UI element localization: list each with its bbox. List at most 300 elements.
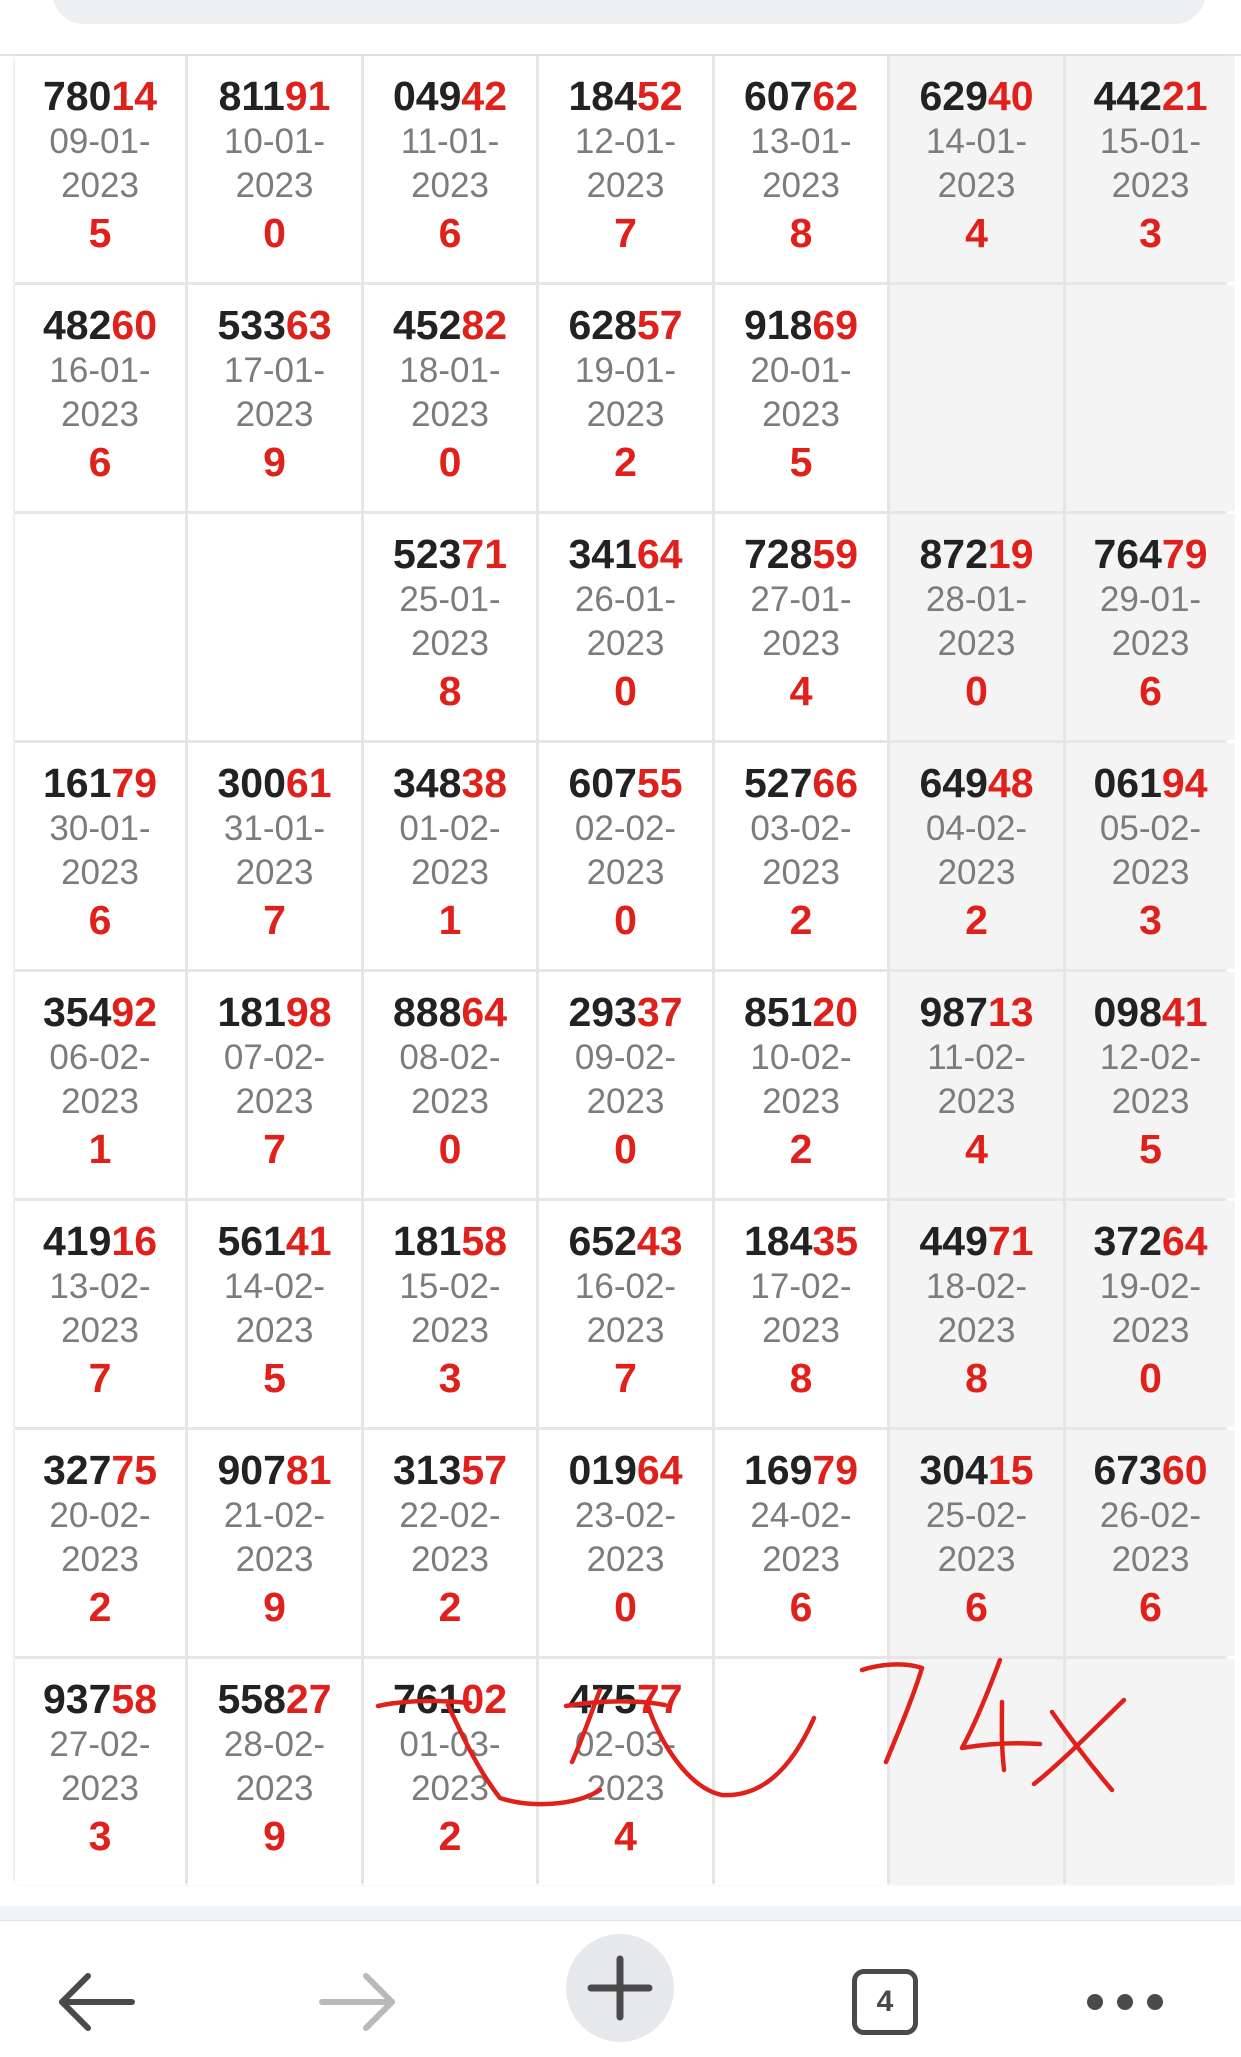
number-head: 161: [42, 760, 112, 806]
number-tail: 69: [812, 302, 859, 348]
number-head: 313: [392, 1447, 462, 1493]
result-digit: 2: [438, 1584, 462, 1630]
result-cell: [15, 1430, 185, 1656]
back-button[interactable]: [42, 1947, 152, 2057]
result-number: [744, 759, 858, 807]
result-number: [43, 72, 157, 120]
number-head: 649: [919, 760, 988, 806]
date-year: 2023: [411, 1540, 489, 1579]
date-day-month: 28-01-: [925, 580, 1028, 619]
result-number: [393, 72, 507, 120]
number-head: 419: [42, 1218, 112, 1264]
number-tail: 64: [1161, 1218, 1208, 1264]
result-digit: 7: [614, 210, 637, 256]
date-year: 2023: [937, 624, 1016, 663]
result-number: [43, 1446, 157, 1494]
result-number: [393, 1217, 507, 1265]
number-tail: 15: [987, 1447, 1034, 1493]
date-day-month: 07-02-: [223, 1038, 326, 1077]
number-head: 019: [568, 1447, 637, 1493]
result-cell: [15, 56, 185, 282]
result-number: [744, 72, 858, 120]
date-year: 2023: [937, 853, 1016, 892]
number-tail: 19: [987, 531, 1034, 577]
number-head: 169: [743, 1447, 813, 1493]
result-cell: [890, 514, 1063, 740]
result-digit: 0: [965, 668, 988, 714]
tabs-button[interactable]: [830, 1947, 940, 2057]
result-cell: [890, 743, 1063, 969]
number-head: 348: [392, 760, 462, 806]
result-number: [568, 72, 682, 120]
result-digit: 1: [88, 1126, 112, 1172]
date-year: 2023: [61, 1540, 139, 1579]
empty-cell: [890, 285, 1063, 511]
number-tail: 38: [461, 760, 508, 806]
result-digit: 6: [789, 1584, 813, 1630]
result-number: [919, 759, 1033, 807]
date-year: 2023: [61, 1082, 139, 1121]
number-tail: 02: [461, 1676, 508, 1722]
number-tail: 20: [812, 989, 859, 1035]
result-digit: 0: [614, 668, 637, 714]
date-day-month: 18-02-: [925, 1267, 1028, 1306]
date-year: 2023: [762, 395, 840, 434]
result-digit: 2: [88, 1584, 112, 1630]
date-year: 2023: [235, 1311, 314, 1350]
result-digit: 4: [965, 1126, 988, 1172]
result-number: [43, 988, 157, 1036]
result-digit: 4: [789, 668, 813, 714]
date-year: 2023: [586, 1540, 665, 1579]
result-number: [43, 301, 157, 349]
result-digit: 3: [88, 1813, 112, 1859]
result-cell: [1066, 743, 1235, 969]
date-day-month: 05-02-: [1099, 809, 1202, 848]
number-tail: 66: [812, 760, 859, 806]
number-tail: 81: [285, 1447, 332, 1493]
result-number: [744, 1217, 858, 1265]
result-digit: 0: [614, 1584, 637, 1630]
number-tail: 71: [987, 1218, 1034, 1264]
result-number: [217, 1446, 331, 1494]
result-number: [568, 988, 682, 1036]
number-tail: 79: [812, 1447, 859, 1493]
number-tail: 27: [285, 1676, 332, 1722]
date-year: 2023: [235, 1769, 314, 1808]
number-head: 607: [743, 73, 813, 119]
result-number: [393, 1675, 507, 1723]
number-head: 918: [743, 302, 813, 348]
number-head: 372: [1093, 1218, 1162, 1264]
address-bar[interactable]: [52, 0, 1206, 24]
date-day-month: 17-02-: [750, 1267, 852, 1306]
date-day-month: 12-01-: [574, 122, 677, 161]
date-year: 2023: [411, 853, 489, 892]
result-digit: 4: [965, 210, 988, 256]
number-tail: 48: [987, 760, 1034, 806]
result-cell: [188, 1430, 361, 1656]
date-day-month: 30-01-: [49, 809, 151, 848]
result-cell: [890, 972, 1063, 1198]
result-digit: 0: [263, 210, 286, 256]
number-head: 452: [392, 302, 462, 348]
date-year: 2023: [235, 1082, 314, 1121]
date-year: 2023: [235, 1540, 314, 1579]
result-cell: [539, 1659, 712, 1885]
result-number: [217, 1217, 331, 1265]
number-tail: 58: [111, 1676, 158, 1722]
result-number: [744, 1446, 858, 1494]
result-number: [393, 1446, 507, 1494]
date-year: 2023: [937, 1540, 1016, 1579]
date-day-month: 06-02-: [49, 1038, 151, 1077]
result-digit: 6: [438, 210, 462, 256]
number-tail: 14: [111, 73, 158, 119]
date-year: 2023: [937, 166, 1016, 205]
number-tail: 64: [636, 531, 683, 577]
number-tail: 92: [111, 989, 158, 1035]
result-cell: [890, 1430, 1063, 1656]
result-cell: [15, 1659, 185, 1885]
date-year: 2023: [61, 1311, 139, 1350]
number-head: 098: [1093, 989, 1162, 1035]
result-cell: [188, 1659, 361, 1885]
date-year: 2023: [586, 624, 665, 663]
date-day-month: 11-02-: [927, 1038, 1026, 1077]
empty-cell: [1066, 285, 1235, 511]
result-digit: 9: [263, 1813, 286, 1859]
number-head: 482: [42, 302, 112, 348]
number-tail: 94: [1161, 760, 1208, 806]
result-digit: 1: [438, 897, 462, 943]
date-day-month: 12-02-: [1099, 1038, 1202, 1077]
result-digit: 2: [965, 897, 988, 943]
date-day-month: 11-01-: [400, 122, 500, 161]
result-cell: [539, 514, 712, 740]
result-number: [43, 1675, 157, 1723]
date-day-month: 29-01-: [1099, 580, 1202, 619]
result-number: [1093, 759, 1207, 807]
date-day-month: 27-02-: [49, 1725, 151, 1764]
result-cell: [364, 285, 536, 511]
result-digit: 8: [438, 668, 462, 714]
empty-cell: [1066, 1659, 1235, 1885]
number-tail: 79: [111, 760, 158, 806]
result-cell: [715, 972, 887, 1198]
date-day-month: 01-03-: [399, 1725, 501, 1764]
date-day-month: 31-01-: [223, 809, 326, 848]
date-day-month: 27-01-: [750, 580, 852, 619]
date-day-month: 09-02-: [574, 1038, 677, 1077]
empty-cell: [15, 514, 185, 740]
result-cell: [364, 1659, 536, 1885]
result-digit: 5: [789, 439, 813, 485]
result-cell: [1066, 56, 1235, 282]
result-cell: [539, 972, 712, 1198]
number-head: 628: [568, 302, 637, 348]
date-day-month: 14-02-: [223, 1267, 326, 1306]
result-cell: [364, 56, 536, 282]
date-day-month: 13-02-: [49, 1267, 151, 1306]
date-year: 2023: [586, 395, 665, 434]
result-cell: [15, 972, 185, 1198]
date-day-month: 17-01-: [223, 351, 326, 390]
result-cell: [1066, 1430, 1235, 1656]
result-cell: [715, 514, 887, 740]
result-digit: 2: [438, 1813, 462, 1859]
date-year: 2023: [762, 166, 840, 205]
number-head: 872: [919, 531, 988, 577]
more-menu-button[interactable]: [1070, 1947, 1180, 2057]
date-year: 2023: [235, 853, 314, 892]
number-head: 937: [42, 1676, 112, 1722]
result-digit: 0: [614, 1126, 637, 1172]
number-tail: 63: [285, 302, 332, 348]
result-digit: 5: [88, 210, 112, 256]
result-cell: [1066, 1201, 1235, 1427]
result-cell: [188, 972, 361, 1198]
date-day-month: 02-02-: [574, 809, 677, 848]
result-digit: 0: [614, 897, 637, 943]
date-year: 2023: [586, 1311, 665, 1350]
date-day-month: 02-03-: [574, 1725, 677, 1764]
number-head: 341: [568, 531, 637, 577]
result-number: [217, 1675, 331, 1723]
number-tail: 60: [111, 302, 158, 348]
date-year: 2023: [235, 166, 314, 205]
date-year: 2023: [1111, 166, 1190, 205]
result-cell: [715, 1430, 887, 1656]
result-number: [568, 1446, 682, 1494]
number-head: 184: [743, 1218, 813, 1264]
number-head: 780: [42, 73, 112, 119]
number-tail: 59: [812, 531, 859, 577]
result-cell: [15, 743, 185, 969]
date-day-month: 19-01-: [574, 351, 677, 390]
date-year: 2023: [411, 1311, 489, 1350]
date-year: 2023: [762, 853, 840, 892]
number-tail: 91: [284, 73, 331, 119]
date-year: 2023: [586, 853, 665, 892]
result-cell: [15, 1201, 185, 1427]
date-day-month: 13-01-: [750, 122, 852, 161]
number-head: 442: [1093, 73, 1162, 119]
arrow-left-icon: [52, 1967, 142, 2037]
date-day-month: 16-02-: [574, 1267, 677, 1306]
date-day-month: 01-02-: [399, 809, 501, 848]
result-cell: [715, 56, 887, 282]
number-tail: 71: [461, 531, 508, 577]
result-number: [43, 759, 157, 807]
browser-top-bar: [0, 0, 1241, 56]
result-number: [568, 1217, 682, 1265]
result-digit: 3: [1139, 897, 1162, 943]
result-number: [919, 1446, 1033, 1494]
result-number: [568, 1675, 682, 1723]
date-year: 2023: [235, 395, 314, 434]
number-head: 652: [568, 1218, 637, 1264]
plus-icon: [585, 1953, 655, 2023]
number-head: 527: [743, 760, 813, 806]
number-tail: 64: [636, 1447, 683, 1493]
date-day-month: 14-01-: [925, 122, 1028, 161]
number-tail: 57: [461, 1447, 508, 1493]
date-year: 2023: [762, 624, 840, 663]
result-cell: [188, 285, 361, 511]
empty-cell: [715, 1659, 887, 1885]
number-tail: 55: [636, 760, 683, 806]
result-digit: 2: [789, 1126, 813, 1172]
result-digit: 7: [263, 1126, 286, 1172]
result-cell: [539, 285, 712, 511]
result-number: [568, 301, 682, 349]
date-year: 2023: [762, 1540, 840, 1579]
number-tail: 41: [1161, 989, 1208, 1035]
result-digit: 8: [789, 1355, 813, 1401]
result-number: [393, 759, 507, 807]
date-day-month: 20-01-: [750, 351, 852, 390]
date-year: 2023: [762, 1082, 840, 1121]
number-head: 181: [217, 989, 286, 1035]
result-digit: 0: [1139, 1355, 1162, 1401]
number-tail: 82: [461, 302, 508, 348]
date-year: 2023: [411, 624, 489, 663]
result-digit: 0: [438, 439, 462, 485]
number-head: 607: [568, 760, 637, 806]
result-number: [744, 530, 858, 578]
result-cell: [1066, 514, 1235, 740]
number-tail: 62: [812, 73, 859, 119]
number-head: 354: [42, 989, 112, 1035]
result-number: [219, 72, 331, 120]
result-digit: 5: [1139, 1126, 1162, 1172]
number-tail: 57: [636, 302, 683, 348]
number-tail: 41: [285, 1218, 332, 1264]
number-tail: 37: [636, 989, 683, 1035]
date-day-month: 24-02-: [750, 1496, 852, 1535]
result-cell: [15, 285, 185, 511]
number-head: 558: [217, 1676, 286, 1722]
date-year: 2023: [61, 395, 139, 434]
result-cell: [539, 56, 712, 282]
date-year: 2023: [1111, 1540, 1190, 1579]
number-head: 728: [743, 531, 813, 577]
result-cell: [364, 743, 536, 969]
number-head: 449: [919, 1218, 988, 1264]
number-head: 629: [919, 73, 988, 119]
number-head: 181: [392, 1218, 462, 1264]
empty-cell: [890, 1659, 1063, 1885]
result-digit: 7: [614, 1355, 637, 1401]
date-day-month: 28-02-: [223, 1725, 326, 1764]
number-head: 300: [217, 760, 286, 806]
number-tail: 58: [461, 1218, 508, 1264]
result-number: [217, 759, 331, 807]
new-tab-circle: [566, 1934, 674, 2042]
result-digit: 6: [88, 439, 112, 485]
number-tail: 77: [636, 1676, 683, 1722]
date-day-month: 22-02-: [399, 1496, 501, 1535]
result-digit: 6: [1139, 668, 1162, 714]
result-number: [744, 988, 858, 1036]
number-head: 673: [1093, 1447, 1162, 1493]
result-cell: [188, 1201, 361, 1427]
date-year: 2023: [411, 1082, 489, 1121]
number-head: 561: [217, 1218, 286, 1264]
number-head: 523: [392, 531, 462, 577]
result-cell: [364, 1201, 536, 1427]
result-cell: [539, 1430, 712, 1656]
date-day-month: 21-02-: [223, 1496, 326, 1535]
date-day-month: 10-01-: [223, 122, 326, 161]
result-digit: 9: [263, 1584, 286, 1630]
result-number: [1093, 530, 1207, 578]
result-cell: [539, 1201, 712, 1427]
number-tail: 98: [285, 989, 332, 1035]
result-cell: [188, 743, 361, 969]
result-cell: [364, 972, 536, 1198]
result-digit: 6: [1139, 1584, 1162, 1630]
browser-bottom-bar: [0, 1920, 1241, 2052]
result-cell: [364, 514, 536, 740]
number-head: 184: [568, 73, 637, 119]
result-digit: 3: [1139, 210, 1162, 256]
forward-button[interactable]: [302, 1947, 412, 2057]
number-tail: 35: [812, 1218, 859, 1264]
results-table: [15, 56, 1225, 1881]
number-tail: 40: [987, 73, 1034, 119]
date-year: 2023: [1111, 853, 1190, 892]
number-tail: 79: [1161, 531, 1208, 577]
date-day-month: 26-02-: [1099, 1496, 1202, 1535]
date-day-month: 08-02-: [399, 1038, 501, 1077]
result-digit: 0: [438, 1126, 462, 1172]
result-cell: [188, 56, 361, 282]
date-day-month: 16-01-: [49, 351, 151, 390]
number-head: 761: [392, 1676, 462, 1722]
result-number: [217, 988, 331, 1036]
result-digit: 6: [965, 1584, 988, 1630]
date-day-month: 15-01-: [1099, 122, 1202, 161]
number-tail: 43: [636, 1218, 683, 1264]
result-number: [1093, 1217, 1207, 1265]
result-number: [393, 988, 507, 1036]
empty-cell: [188, 514, 361, 740]
number-head: 061: [1093, 760, 1162, 806]
number-tail: 60: [1161, 1447, 1208, 1493]
number-head: 304: [919, 1447, 988, 1493]
result-digit: 4: [614, 1813, 637, 1859]
result-number: [1093, 1446, 1207, 1494]
number-head: 987: [919, 989, 988, 1035]
date-year: 2023: [411, 1769, 489, 1808]
result-digit: 5: [263, 1355, 286, 1401]
date-day-month: 23-02-: [574, 1496, 677, 1535]
date-year: 2023: [1111, 1082, 1190, 1121]
date-day-month: 15-02-: [399, 1267, 501, 1306]
result-cell: [715, 285, 887, 511]
date-day-month: 18-01-: [399, 351, 501, 390]
new-tab-button[interactable]: [565, 1933, 675, 2043]
result-cell: [1066, 972, 1235, 1198]
number-tail: 61: [285, 760, 332, 806]
result-cell: [715, 1201, 887, 1427]
date-year: 2023: [61, 1769, 139, 1808]
date-day-month: 09-01-: [49, 122, 151, 161]
result-digit: 3: [438, 1355, 462, 1401]
number-head: 049: [392, 73, 462, 119]
